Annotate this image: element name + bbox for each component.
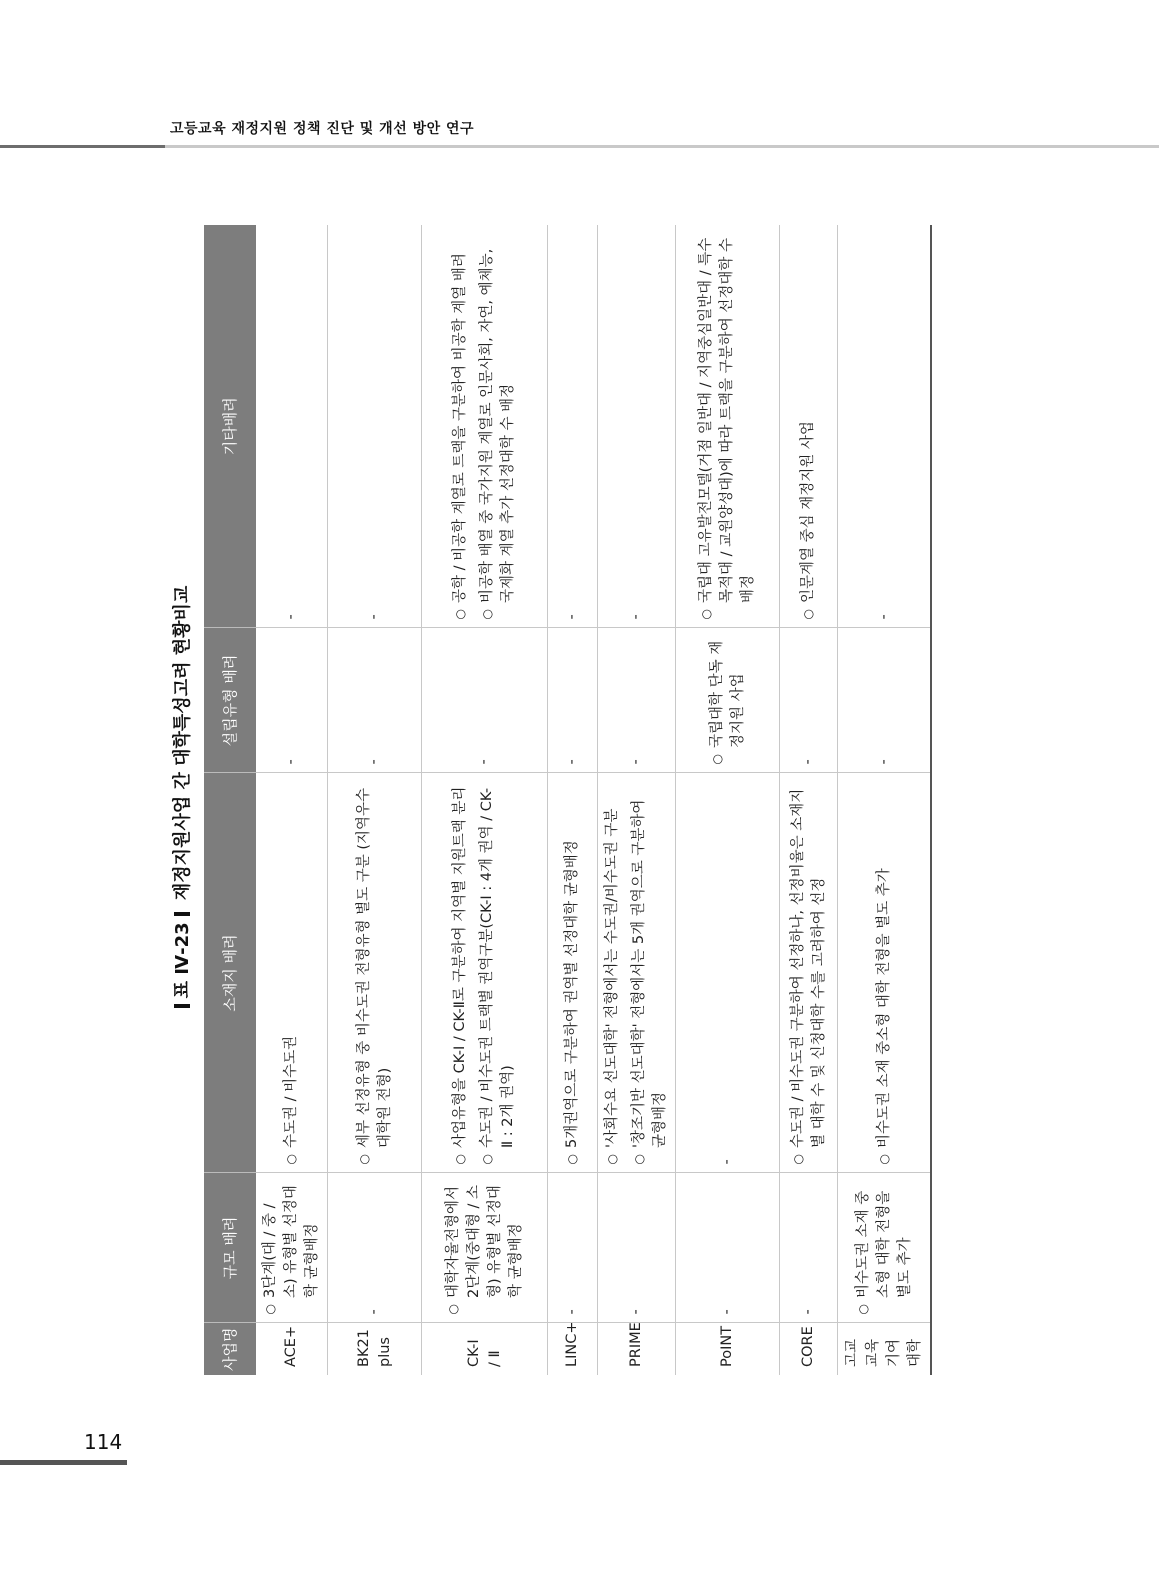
other-cell: [422, 225, 548, 628]
other-cell: [676, 225, 780, 628]
scale-cell: -: [328, 1173, 422, 1323]
other-cell: -: [598, 225, 676, 628]
table-body: [256, 225, 931, 1375]
caption-bar-right: [174, 912, 190, 916]
table-row: [548, 225, 598, 1375]
bullet-item: [562, 782, 583, 1165]
location-cell: [780, 773, 838, 1173]
bullet-item: [477, 233, 519, 620]
bullet-text: 수도권 / 비수도권 구분하여 선정하나, 선정비율은 소재지별 대학 수 및 신청대학 수를 고려하여 선정: [789, 788, 827, 1149]
bullet-text: 수도권 / 비수도권 트랙별 권역구분(CK-Ⅰ : 4개 권역 / CK-Ⅱ : 2개 권역): [479, 787, 516, 1149]
bullet-text: 3단계(대 / 중 / 소) 유형별 선정대학 균형배정: [262, 1185, 320, 1299]
location-cell: [328, 773, 422, 1173]
project-name-cell: PoINT: [676, 1323, 780, 1375]
founding-cell: -: [780, 628, 838, 773]
bullet-text: '창조기반 선도대학' 전형에서는 5개 권역으로 구분하여 균형배정: [631, 799, 668, 1149]
table-row: [676, 225, 780, 1375]
bullet-item: [798, 233, 819, 620]
bullet-item: [874, 782, 895, 1165]
bullet-circle-icon: ○: [709, 754, 724, 765]
footer-rule: [0, 1460, 127, 1465]
location-cell: -: [676, 773, 780, 1173]
location-cell: [598, 773, 676, 1173]
bullet-item: [707, 637, 749, 765]
location-cell: [422, 773, 548, 1173]
header-location: 소재지 배려: [204, 773, 256, 1173]
table-row: [328, 225, 422, 1375]
bullet-circle-icon: ○: [284, 1154, 298, 1165]
bullet-item: [354, 782, 396, 1165]
scale-cell: [256, 1173, 328, 1323]
table-header-row: [204, 225, 256, 1375]
other-cell: [780, 225, 838, 628]
table-row: [256, 225, 328, 1375]
other-cell: -: [328, 225, 422, 628]
header-rule: [0, 145, 1159, 148]
founding-cell: -: [838, 628, 932, 773]
scale-cell: [422, 1173, 548, 1323]
comparison-table: [204, 225, 932, 1375]
founding-cell: -: [256, 628, 328, 773]
project-name-cell: ACE+: [256, 1323, 328, 1375]
bullet-item: [629, 782, 671, 1165]
bullet-text: 비공학 배열 중 국가지원 계열로 인문사회, 자연, 예체능, 국제화 계열 추가 선정대학 수 배정: [479, 248, 516, 604]
table-row: [838, 225, 932, 1375]
founding-cell: [676, 628, 780, 773]
caption-label: 표 Ⅳ-23: [172, 922, 193, 999]
caption-bar-left: [174, 1004, 190, 1008]
bullet-circle-icon: ○: [356, 1154, 371, 1165]
scale-cell: -: [598, 1173, 676, 1323]
bullet-circle-icon: ○: [855, 1304, 870, 1315]
bullet-circle-icon: ○: [453, 1154, 467, 1165]
other-cell: -: [838, 225, 932, 628]
founding-cell: -: [598, 628, 676, 773]
bullet-item: [602, 782, 623, 1165]
bullet-item: [260, 1182, 323, 1315]
bullet-item: [853, 1182, 916, 1315]
project-name-cell: PRIME: [598, 1323, 676, 1375]
other-cell: -: [548, 225, 598, 628]
other-cell: -: [256, 225, 328, 628]
rotated-table-block: [162, 225, 922, 1375]
bullet-item: [696, 233, 759, 620]
project-name-cell: CORE: [780, 1323, 838, 1375]
bullet-circle-icon: ○: [480, 1154, 494, 1165]
bullet-circle-icon: ○: [453, 609, 467, 620]
founding-cell: -: [548, 628, 598, 773]
bullet-text: '사회수요 선도대학' 전형에서는 수도권/비수도권 구분: [604, 808, 620, 1149]
bullet-text: 국립대학 단독 재정지원 사업: [708, 640, 746, 749]
bullet-item: [450, 782, 471, 1165]
bullet-circle-icon: ○: [263, 1304, 277, 1315]
bullet-text: 5개권역으로 구분하여 권역별 선정대학 균형배정: [564, 840, 580, 1149]
bullet-text: 세부 선정유형 중 비수도권 전형유형 별도 구분 (지역우수대학원 전형): [355, 787, 393, 1149]
bullet-circle-icon: ○: [790, 1154, 805, 1165]
founding-cell: -: [422, 628, 548, 773]
bullet-circle-icon: ○: [801, 609, 815, 620]
bullet-circle-icon: ○: [699, 609, 713, 620]
table-row: [422, 225, 548, 1375]
bullet-text: 공학 / 비공학 계열로 트랙을 구분하여 비공학 계열 배려: [452, 253, 468, 604]
header-project-name: 사업명: [204, 1323, 256, 1375]
header-rule-accent: [0, 145, 165, 148]
caption-title: 재정지원사업 간 대학특성고려 현황비교: [172, 585, 193, 901]
project-name-cell: BK21 plus: [328, 1323, 422, 1375]
bullet-item: [788, 782, 830, 1165]
bullet-item: [281, 782, 302, 1165]
header-scale: 규모 배려: [204, 1173, 256, 1323]
bullet-circle-icon: ○: [480, 609, 494, 620]
table-row: [598, 225, 676, 1375]
table-caption: [162, 225, 204, 1375]
location-cell: [838, 773, 932, 1173]
bullet-text: 사업유형을 CK-Ⅰ / CK-Ⅱ로 구분하여 지역별 지원트랙 분리: [452, 786, 468, 1149]
scale-cell: -: [548, 1173, 598, 1323]
bullet-text: 대학자율전형에서 2단계(중대형 / 소형) 유형별 선정대학 균형배정: [444, 1184, 524, 1299]
project-name-cell: LINC+: [548, 1323, 598, 1375]
bullet-circle-icon: ○: [632, 1154, 646, 1165]
running-header: 고등교육 재정지원 정책 진단 및 개선 방안 연구: [170, 121, 475, 137]
scale-cell: [838, 1173, 932, 1323]
bullet-text: 수도권 / 비수도권: [283, 1035, 299, 1149]
founding-cell: -: [328, 628, 422, 773]
bullet-item: [477, 782, 519, 1165]
page-number: 114: [84, 1430, 123, 1454]
location-cell: [548, 773, 598, 1173]
project-name-cell: CK-Ⅰ / Ⅱ: [422, 1323, 548, 1375]
bullet-text: 비수도권 소재 중소형 대학 전형을 별도 추가: [854, 1190, 913, 1299]
bullet-item: [450, 233, 471, 620]
scale-cell: -: [780, 1173, 838, 1323]
header-founding-type: 설립유형 배려: [204, 628, 256, 773]
header-other: 기타배려: [204, 225, 256, 628]
bullet-text: 인문계열 중심 재정지원 사업: [800, 421, 816, 604]
table-row: [780, 225, 838, 1375]
scale-cell: -: [676, 1173, 780, 1323]
bullet-circle-icon: ○: [876, 1154, 891, 1165]
bullet-circle-icon: ○: [605, 1154, 619, 1165]
bullet-item: [443, 1182, 527, 1315]
bullet-text: 비수도권 소재 중소형 대학 전형을 별도 추가: [875, 868, 892, 1149]
project-name-cell: 고교교육 기여대학: [838, 1323, 932, 1375]
bullet-circle-icon: ○: [445, 1304, 460, 1315]
location-cell: [256, 773, 328, 1173]
bullet-text: 국립대 고유발전모델(거점 일반대 / 지역중심일반대 / 특수목적대 / 교원양성대)에 따라 트랙을 구분하여 선정대학 수 배정: [698, 237, 756, 604]
bullet-circle-icon: ○: [565, 1154, 579, 1165]
